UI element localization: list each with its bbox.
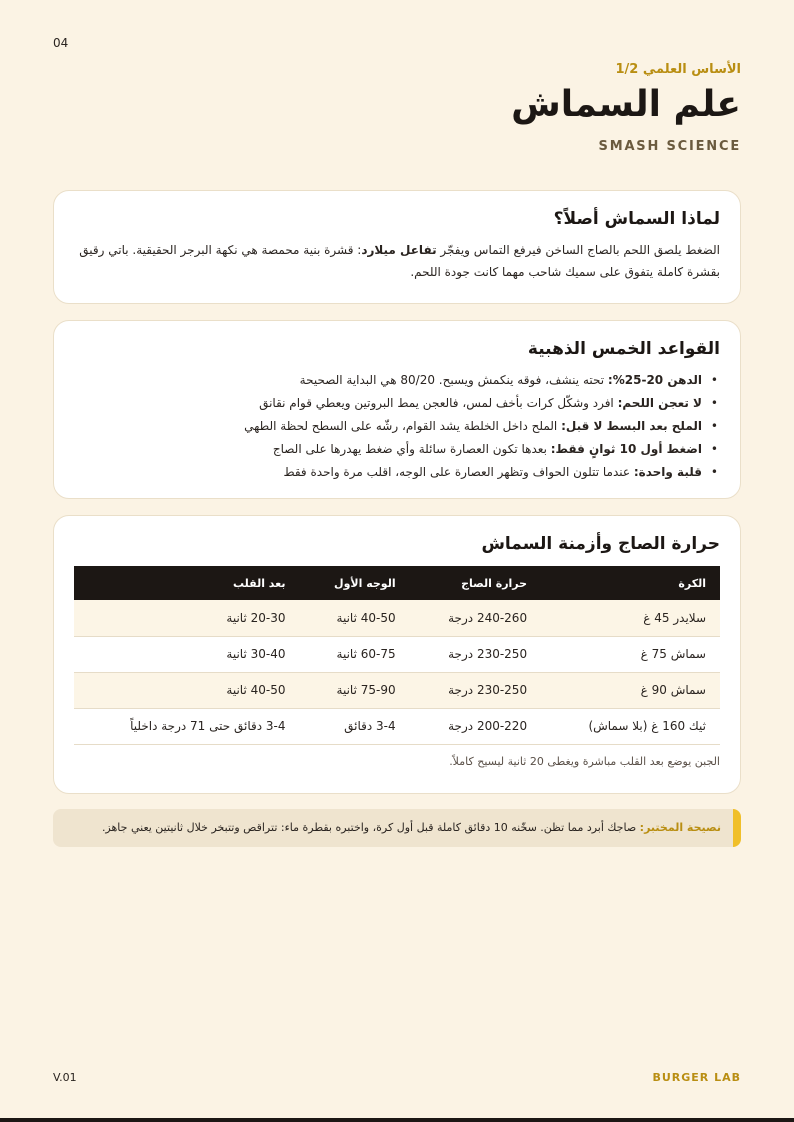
griddle-temps-table xyxy=(74,566,720,745)
why-text-bold: تفاعل ميلارد xyxy=(361,243,437,257)
column-header-griddle-temp: حرارة الصاج xyxy=(410,566,541,600)
golden-rules-heading: القواعد الخمس الذهبية xyxy=(527,339,720,359)
footer-version: V.01 xyxy=(53,1071,77,1084)
list-item xyxy=(74,415,720,438)
table-cell: 230-250 درجة xyxy=(410,672,541,708)
why-smash-card xyxy=(53,190,741,304)
footer-brand: BURGER LAB xyxy=(652,1071,741,1084)
rule-title: قلبة واحدة: xyxy=(633,465,702,479)
cheese-note: الجبن يوضع بعد القلب مباشرة ويغطى 20 ثانية ليسيح كاملاً. xyxy=(449,754,720,768)
why-smash-heading: لماذا السماش أصلاً؟ xyxy=(553,209,720,229)
table-cell: 230-250 درجة xyxy=(410,636,541,672)
list-item xyxy=(74,438,720,461)
griddle-temps-heading: حرارة الصاج وأزمنة السماش xyxy=(481,534,720,554)
column-header-ball: الكرة xyxy=(541,566,720,600)
table-cell: سماش 75 غ xyxy=(541,636,720,672)
table-row xyxy=(74,636,720,672)
column-header-after-flip: بعد القلب xyxy=(74,566,300,600)
column-header-first-side: الوجه الأول xyxy=(300,566,410,600)
rule-text: بعدها تكون العصارة سائلة وأي ضغط يهدرها على الصاج xyxy=(272,442,551,456)
list-item xyxy=(74,369,720,392)
page-subtitle: SMASH SCIENCE xyxy=(598,139,741,154)
table-cell: 200-220 درجة xyxy=(410,708,541,744)
griddle-temps-card xyxy=(53,515,741,794)
table-row xyxy=(74,672,720,708)
table-cell: 240-260 درجة xyxy=(410,600,541,636)
rule-title: الملح بعد البسط لا قبل: xyxy=(561,419,702,433)
rule-title: لا تعجن اللحم: xyxy=(617,396,702,410)
rule-text: عندما تتلون الحواف وتظهر العصارة على الوجه، اقلب مرة واحدة فقط xyxy=(283,465,634,479)
table-cell: 75-90 ثانية xyxy=(300,672,410,708)
lab-tip-callout xyxy=(53,809,741,847)
table-row xyxy=(74,600,720,636)
tip-label: نصيحة المختبر: xyxy=(639,821,721,834)
rule-title: الدهن 20-25%: xyxy=(607,373,702,387)
bottom-bar xyxy=(0,1118,794,1122)
why-smash-text xyxy=(74,239,720,283)
section-kicker: الأساس العلمي 1/2 xyxy=(615,62,741,77)
table-cell: 30-40 ثانية xyxy=(74,636,300,672)
golden-rules-card xyxy=(53,320,741,499)
golden-rules-list xyxy=(74,369,720,484)
table-cell: ثيك 160 غ (بلا سماش) xyxy=(541,708,720,744)
why-text-before: الضغط يلصق اللحم بالصاج الساخن فيرفع التماس ويفجّر xyxy=(436,243,720,257)
rule-text: تحته ينشف، فوقه ينكمش ويسبح. 80/20 هي البداية الصحيحة xyxy=(299,373,608,387)
page-header xyxy=(511,62,741,154)
tip-text: صاجك أبرد مما تظن. سخّنه 10 دقائق كاملة قبل أول كرة، واختبره بقطرة ماء: تتراقص وتتبخر خلال ثانيتين يعني جاهز. xyxy=(101,821,640,834)
why-text-after: : قشرة بنية محمصة هي نكهة البرجر الحقيقية. باتي رقيق بقشرة كاملة يتفوق على سميك شاحب مهما كانت جودة اللحم. xyxy=(79,243,720,279)
table-cell: سلايدر 45 غ xyxy=(541,600,720,636)
table-cell: 3-4 دقائق حتى 71 درجة داخلياً xyxy=(74,708,300,744)
rule-title: اضغط أول 10 ثوانٍ فقط: xyxy=(550,442,702,456)
table-cell: 40-50 ثانية xyxy=(300,600,410,636)
table-cell: 20-30 ثانية xyxy=(74,600,300,636)
rule-text: الملح داخل الخلطة يشد القوام، رشّه على السطح لحظة الطهي xyxy=(244,419,562,433)
page-title: علم السماش xyxy=(511,84,741,125)
table-header-row xyxy=(74,566,720,600)
rule-text: افرد وشكّل كرات بأخف لمس، فالعجن يمط البروتين ويعطي قوام نقانق xyxy=(259,396,618,410)
list-item xyxy=(74,392,720,415)
table-cell: 3-4 دقائق xyxy=(300,708,410,744)
page-number: 04 xyxy=(53,36,69,50)
table-cell: 60-75 ثانية xyxy=(300,636,410,672)
table-cell: سماش 90 غ xyxy=(541,672,720,708)
table-cell: 40-50 ثانية xyxy=(74,672,300,708)
list-item xyxy=(74,461,720,484)
table-row xyxy=(74,708,720,744)
